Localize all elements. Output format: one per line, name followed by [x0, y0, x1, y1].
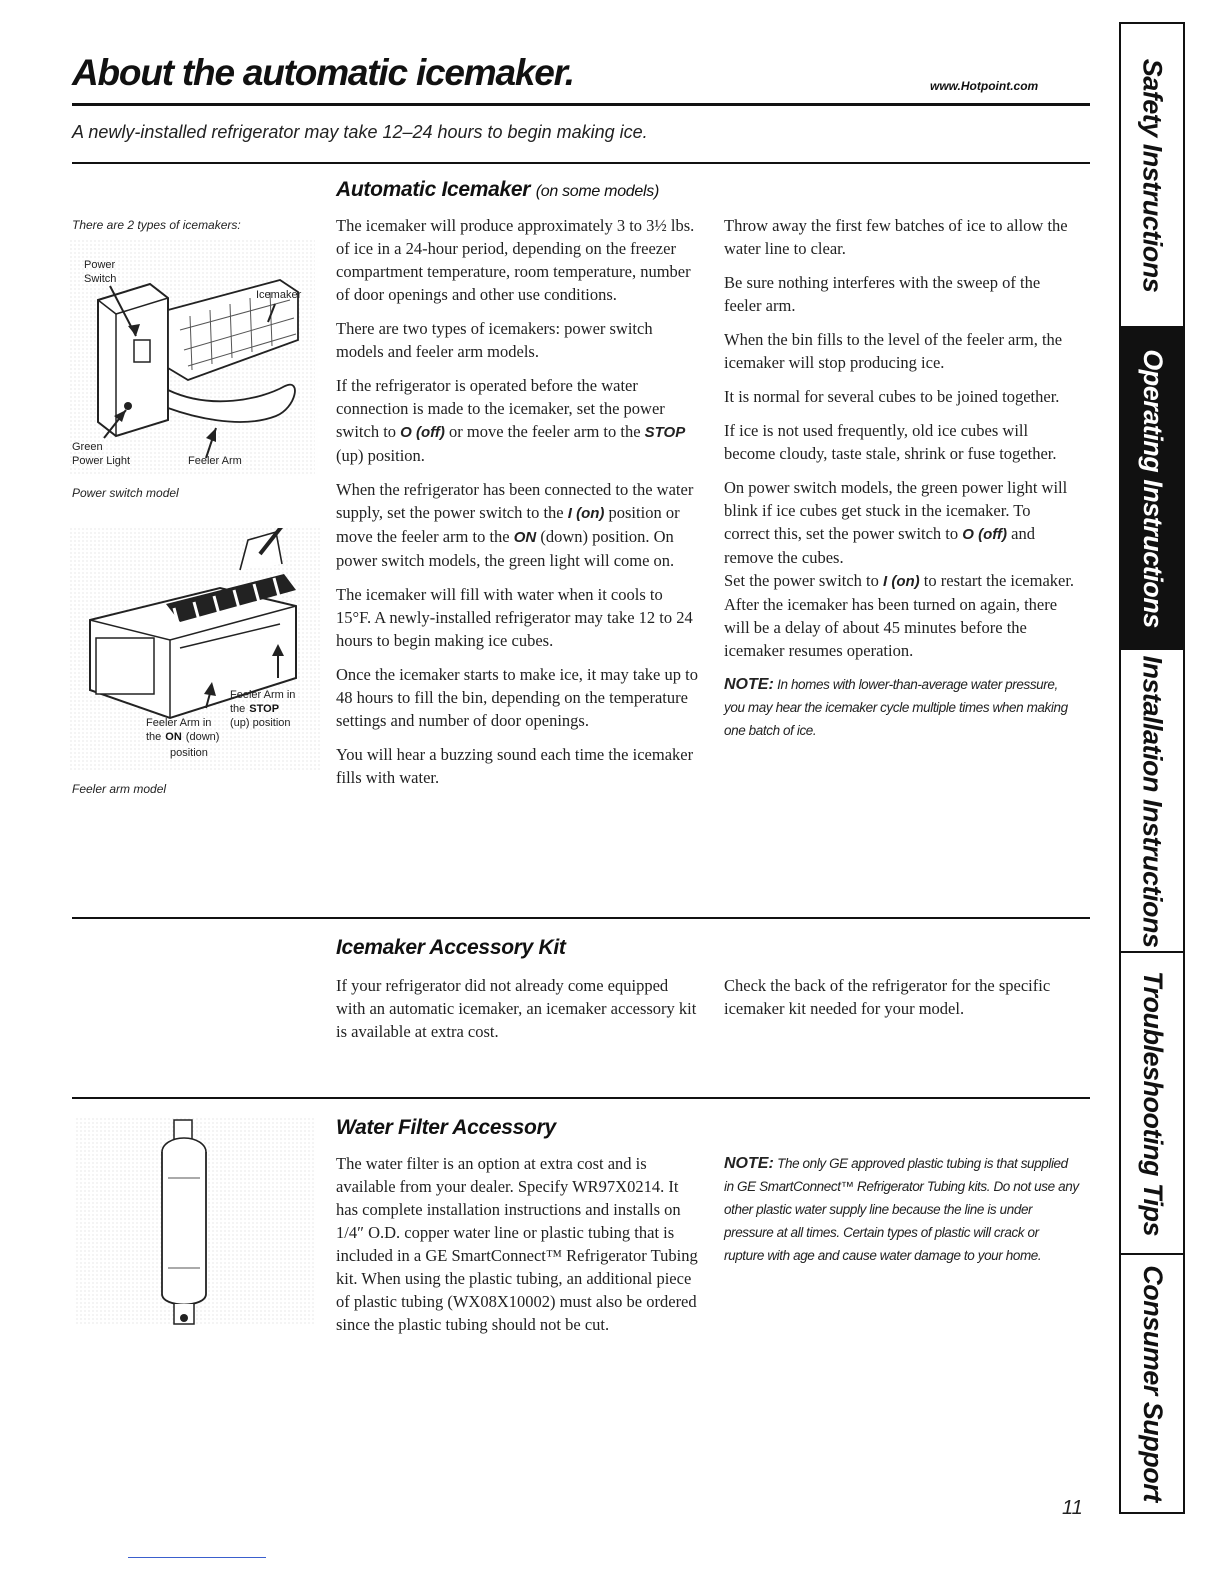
section-rule	[72, 1097, 1090, 1099]
tab-consumer-support[interactable]: Consumer Support	[1137, 1265, 1168, 1502]
subtitle-rule	[72, 162, 1090, 164]
label-feeler-stop-1: Feeler Arm in	[230, 689, 296, 701]
power-switch-model-caption: Power switch model	[72, 486, 179, 500]
paragraph: When the bin fills to the level of the feeler arm, the icemaker will stop producing ice.	[724, 330, 1063, 372]
tab-installation-instructions[interactable]: Installation Instructions	[1137, 654, 1168, 948]
paragraph: On power switch models, the green power light will blink if ice cubes get stuck in the icemaker. To correct this, set the power switch to O (off) and remove the cubes.	[724, 478, 1068, 567]
water-filter-figure	[76, 1118, 316, 1326]
label-green: Green	[72, 441, 103, 453]
paragraph: There are two types of icemakers: power switch models and feeler arm models.	[336, 319, 653, 361]
label-feeler-on-2: the ON (down)	[146, 731, 220, 743]
page-number: 11	[1062, 1497, 1083, 1519]
label-icemaker: Icemaker	[256, 289, 302, 301]
paragraph: When the refrigerator has been connected to the water supply, set the power switch to the I (on) position or move the feeler arm to the ON (down) position. On power switch models, the green light will come on.	[336, 480, 694, 570]
label-switch: Switch	[84, 273, 117, 285]
feeler-arm-model-caption: Feeler arm model	[72, 782, 167, 796]
icemaker-types-caption: There are 2 types of icemakers:	[72, 218, 241, 232]
page-title: About the automatic icemaker.	[72, 52, 574, 93]
paragraph: The icemaker will fill with water when it cools to 15°F. A newly-installed refrigerator may take 12 to 24 hours to begin making ice cubes.	[336, 585, 693, 650]
paragraph: You will hear a buzzing sound each time the icemaker fills with water.	[336, 745, 694, 787]
paragraph: Throw away the first few batches of ice to allow the water line to clear.	[724, 216, 1068, 258]
feeler-arm-icemaker-figure	[70, 528, 320, 772]
paragraph: The water filter is an option at extra cost and is available from your dealer. Specify WR97X0214. It has complete installation instructions and installs on 1/4″ O.D. copper water line or plastic tubing that is included in a GE SmartConnect™ Refrigerator Tubing kit. When using the plastic tubing, an additional piece of plastic tubing (WX08X10002) must also be ordered since the plastic tubing should not be cut.	[336, 1154, 698, 1334]
paragraph: Check the back of the refrigerator for the specific icemaker kit needed for your model.	[724, 976, 1051, 1018]
page-subtitle: A newly-installed refrigerator may take 12–24 hours to begin making ice.	[72, 122, 648, 142]
section-heading-water-filter: Water Filter Accessory	[336, 1116, 556, 1139]
icemaker-text-column-1	[336, 214, 700, 800]
accessory-kit-text-2	[724, 974, 1096, 1031]
power-switch-icemaker-figure	[70, 240, 315, 476]
label-power-light: Power Light	[72, 455, 131, 467]
tab-safety-instructions[interactable]: Safety Instructions	[1137, 58, 1168, 292]
label-feeler-arm: Feeler Arm	[188, 455, 242, 467]
tab-troubleshooting-tips[interactable]: Troubleshooting Tips	[1137, 970, 1168, 1236]
header-rule	[72, 103, 1090, 106]
water-filter-note-column	[724, 1152, 1080, 1278]
footer-link-underline	[128, 1557, 266, 1558]
icemaker-text-column-2	[724, 214, 1080, 753]
label-feeler-stop-3: (up) position	[230, 717, 291, 729]
section-tabs	[1119, 22, 1185, 1514]
label-power: Power	[84, 259, 116, 271]
paragraph: Set the power switch to I (on) to restart the icemaker. After the icemaker has been turned on again, there will be a delay of about 45 minutes before the icemaker resumes operation.	[724, 571, 1075, 660]
section-heading-automatic-icemaker: Automatic Icemaker (on some models)	[336, 178, 659, 201]
label-feeler-on-1: Feeler Arm in	[146, 717, 212, 729]
paragraph: If your refrigerator did not already come equipped with an automatic icemaker, an icemaker accessory kit is available at extra cost.	[336, 976, 697, 1041]
label-feeler-stop-2: the STOP	[230, 703, 280, 715]
tab-operating-instructions[interactable]: Operating Instructions	[1121, 326, 1183, 650]
water-filter-note: NOTE: The only GE approved plastic tubing is that supplied in GE SmartConnect™ Refrigerator Tubing kits. Do not use any other plastic water supply line because the line is under pressure at all times. Certain types of plastic will crack or rupture with age and cause water damage to your home.	[724, 1155, 1079, 1263]
paragraph: If the refrigerator is operated before the water connection is made to the icemaker, set the power switch to O (off) or move the feeler arm to the STOP (up) position.	[336, 376, 686, 465]
paragraph: If ice is not used frequently, old ice cubes will become cloudy, taste stale, shrink or fuse together.	[724, 421, 1057, 463]
paragraph: Be sure nothing interferes with the sweep of the feeler arm.	[724, 273, 1041, 315]
paragraph: Once the icemaker starts to make ice, it may take up to 48 hours to fill the bin, depending on the temperature settings and number of door openings.	[336, 665, 698, 730]
website-link[interactable]: www.Hotpoint.com	[930, 79, 1039, 93]
section-heading-accessory-kit: Icemaker Accessory Kit	[336, 936, 566, 959]
icemaker-note: NOTE: In homes with lower-than-average water pressure, you may hear the icemaker cycle multiple times when making one batch of ice.	[724, 676, 1068, 738]
paragraph: It is normal for several cubes to be joined together.	[724, 387, 1060, 406]
paragraph: The icemaker will produce approximately 3 to 3½ lbs. of ice in a 24-hour period, depending on the freezer compartment temperature, room temperature, number of door openings and other use conditions.	[336, 216, 695, 304]
section-rule	[72, 917, 1090, 919]
accessory-kit-text-1	[336, 974, 700, 1054]
water-filter-text	[336, 1152, 700, 1347]
label-feeler-on-3: position	[170, 747, 208, 759]
